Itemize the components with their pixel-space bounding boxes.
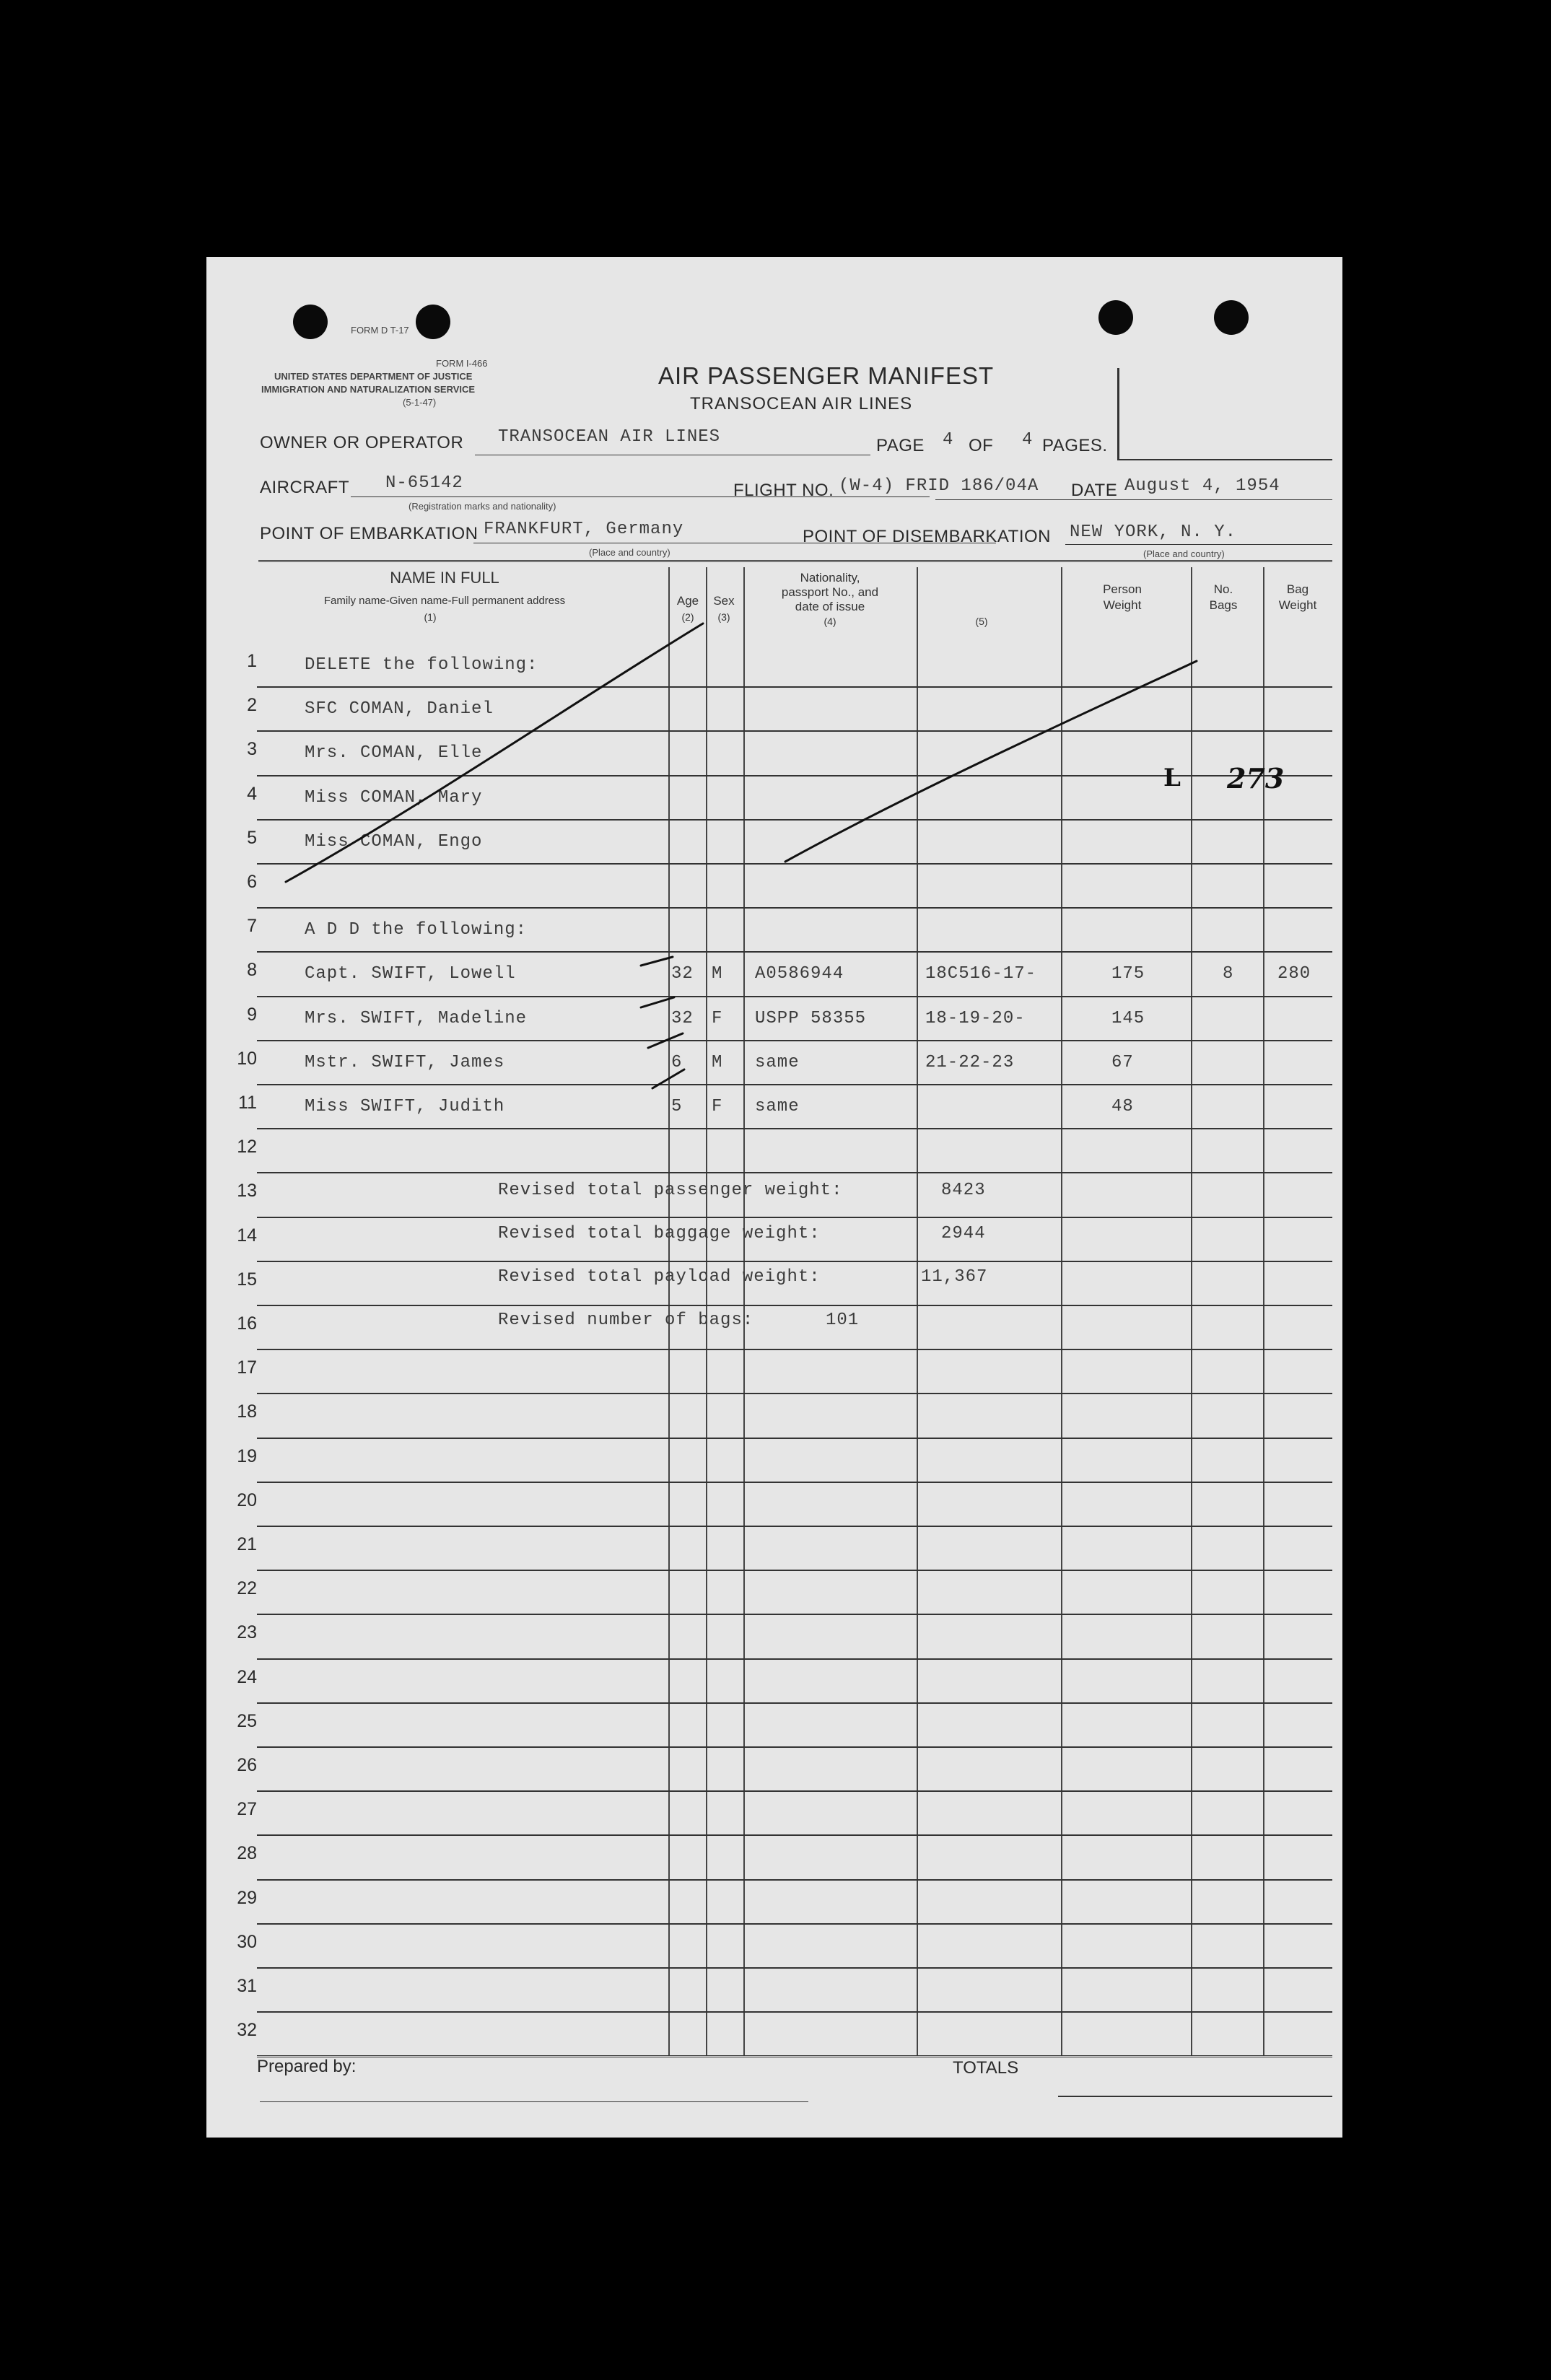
row-number: 4 [247,783,257,804]
embarkation-note: (Place and country) [589,547,670,558]
handwritten-marks [206,257,1342,2138]
form-number: FORM I-466 [436,358,488,369]
row-number: 18 [237,1401,257,1422]
row-number: 14 [237,1225,257,1246]
row-number: 13 [237,1181,257,1202]
manifest-subtitle: TRANSOCEAN AIR LINES [690,394,913,414]
of-value: 4 [1022,430,1034,450]
col-nationality-num: (4) [823,616,836,627]
row-number: 2 [247,695,257,716]
revision-label: Revised total passenger weight: [498,1181,843,1200]
strike-line [785,661,1197,862]
owner-value: TRANSOCEAN AIR LINES [498,427,721,447]
row-number: 30 [237,1931,257,1952]
tick-mark [652,1069,684,1088]
col-age: Age [676,594,699,608]
disembarkation-label: POINT OF DISEMBARKATION [803,527,1051,546]
col-name-num: (1) [424,611,437,623]
disembarkation-value: NEW YORK, N. Y. [1070,522,1237,542]
age-cell: 5 [671,1097,683,1116]
row-number: 26 [237,1755,257,1775]
flight-value: (W-4) FRID 186/04A [839,476,1039,496]
col-bag-weight-2: Weight [1278,598,1317,612]
bag-weight-cell: 280 [1277,964,1311,984]
passenger-name: Mrs. COMAN, Elle [305,743,483,764]
passenger-name: Miss COMAN, Mary [305,787,483,808]
age-cell: 32 [671,964,694,984]
row-number: 11 [238,1093,257,1113]
col-person-weight-1: Person [1103,582,1142,596]
revision-value: 2944 [941,1224,986,1243]
passport-cell: USPP 58355 [755,1008,867,1028]
row-number: 25 [237,1710,257,1731]
row-number: 8 [247,960,257,981]
col-nationality-1: Nationality, [800,571,860,585]
row-number: 5 [247,827,257,848]
prepared-by-label: Prepared by: [257,2057,357,2076]
person-weight-cell: 175 [1111,964,1145,984]
col-sex-num: (3) [717,611,730,623]
col-name-sub: Family name-Given name-Full permanent address [323,595,566,607]
stamp-number: 273 [1227,762,1285,795]
row-number: 31 [237,1976,257,1996]
person-weight-cell: 48 [1111,1097,1134,1116]
row-number: 17 [237,1357,257,1378]
col-bag-weight-1: Bag [1286,582,1309,596]
row-number: 29 [237,1887,257,1908]
tick-mark [648,1033,683,1048]
passenger-name: DELETE the following: [305,655,538,675]
person-weight-cell: 145 [1111,1008,1145,1028]
pages-label: PAGES. [1042,436,1108,455]
revision-value: 11,367 [921,1267,988,1287]
age-cell: 32 [671,1008,694,1028]
agency-line-2: IMMIGRATION AND NATURALIZATION SERVICE [261,384,476,395]
row-number: 10 [237,1048,257,1069]
person-weight-cell: 67 [1111,1052,1134,1072]
revision-label: Revised total baggage weight: [498,1224,821,1243]
bags-cell: 8 [1223,964,1234,984]
passport-cell: same [755,1097,800,1116]
passenger-name: SFC COMAN, Daniel [305,699,494,719]
tick-mark [641,957,673,966]
row-number: 19 [237,1445,257,1466]
passport-cell: A0586944 [755,964,844,984]
col-age-num: (2) [681,611,694,623]
row-number: 28 [237,1843,257,1864]
col5-cell: 18C516-17- [925,964,1037,984]
passenger-name: Mstr. SWIFT, James [305,1052,505,1072]
passenger-name: Miss COMAN, Engo [305,831,483,852]
form-date: (5-1-47) [403,397,437,408]
row-number: 24 [237,1666,257,1687]
col-person-weight-2: Weight [1103,598,1142,612]
revision-label: Revised number of bags: [498,1311,754,1330]
col5-cell: 18-19-20- [925,1008,1026,1028]
col-nationality-3: date of issue [795,600,865,613]
row-number: 22 [237,1578,257,1599]
strike-line [286,624,703,882]
passenger-name: Mrs. SWIFT, Madeline [305,1008,528,1028]
date-label: DATE [1071,481,1118,500]
owner-label: OWNER OR OPERATOR [260,433,464,452]
row-number: 1 [247,651,257,671]
totals-label: TOTALS [953,2058,1019,2078]
date-value: August 4, 1954 [1124,476,1280,496]
revision-value: 101 [826,1311,860,1330]
disembarkation-note: (Place and country) [1143,548,1225,559]
col-name-title: NAME IN FULL [390,569,499,587]
row-number: 16 [237,1313,257,1334]
tick-mark [641,997,674,1007]
sex-cell: M [712,1052,723,1072]
manifest-sheet [206,257,1342,2138]
revision-value: 8423 [941,1181,986,1200]
page-value: 4 [943,430,954,450]
col-sex: Sex [713,594,735,608]
passenger-name: Capt. SWIFT, Lowell [305,964,516,984]
manifest-title: AIR PASSENGER MANIFEST [658,362,995,389]
col-bags-2: Bags [1209,598,1238,612]
aircraft-label: AIRCRAFT [260,478,349,497]
row-number: 23 [237,1622,257,1643]
row-number: 32 [237,2020,257,2041]
page-label: PAGE [876,436,925,455]
flight-label: FLIGHT NO. [733,481,834,500]
passport-cell: same [755,1052,800,1072]
agency-line-1: UNITED STATES DEPARTMENT OF JUSTICE [274,371,473,382]
col5-cell: 21-22-23 [925,1052,1015,1072]
stamp-mark: L [1163,764,1181,792]
revision-label: Revised total payload weight: [498,1267,821,1287]
col-bags-1: No. [1213,582,1233,596]
aircraft-note: (Registration marks and nationality) [408,501,556,512]
row-number: 12 [237,1137,257,1158]
of-label: OF [969,436,994,455]
form-code: FORM D T-17 [351,325,409,336]
row-number: 21 [237,1534,257,1554]
col-5-num: (5) [975,616,988,627]
row-number: 6 [247,872,257,892]
passenger-name: A D D the following: [305,920,528,940]
aircraft-value: N-65142 [385,473,463,493]
row-number: 7 [247,916,257,937]
row-number: 27 [237,1799,257,1820]
sex-cell: F [712,1008,723,1028]
embarkation-value: FRANKFURT, Germany [484,520,684,539]
sex-cell: F [712,1097,723,1116]
embarkation-label: POINT OF EMBARKATION [260,524,479,543]
row-number: 9 [247,1004,257,1025]
col-nationality-2: passport No., and [781,585,879,599]
row-number: 3 [247,739,257,760]
age-cell: 6 [671,1052,683,1072]
sex-cell: M [712,964,723,984]
passenger-name: Miss SWIFT, Judith [305,1097,505,1116]
row-number: 20 [237,1489,257,1510]
row-number: 15 [237,1269,257,1290]
